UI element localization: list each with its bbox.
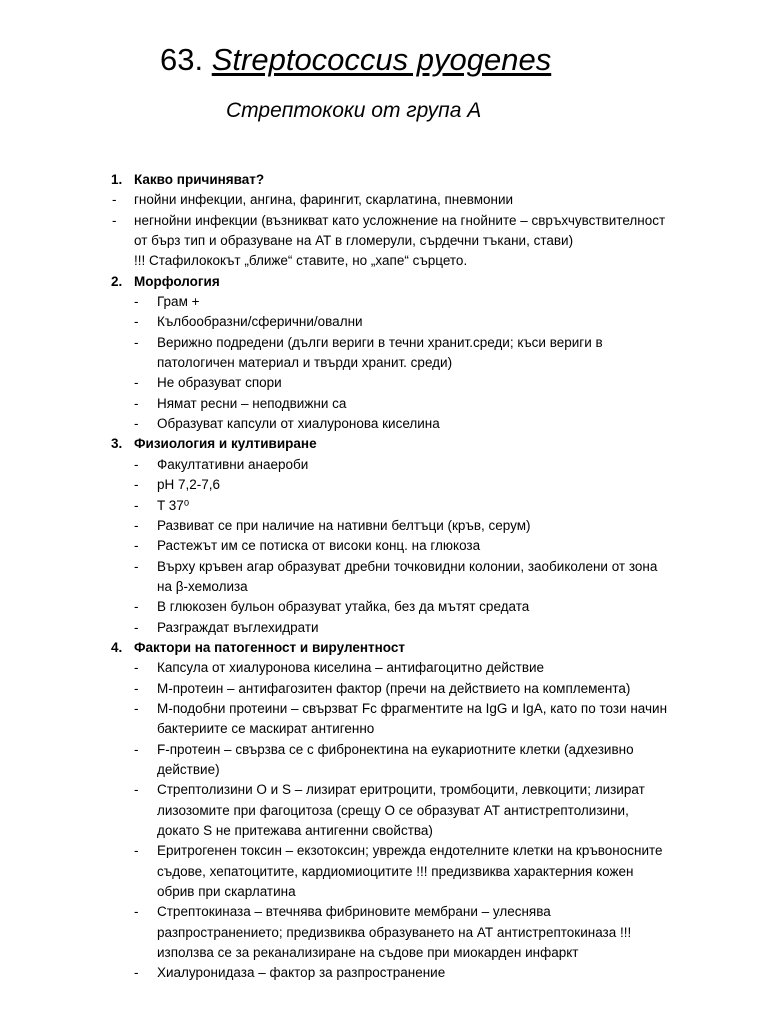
section-title: Морфология	[134, 273, 220, 289]
bullet-dash: -	[134, 294, 139, 310]
note-text: !!! Стафилококът „ближе“ ставите, но „хапе“ сърцето.	[134, 253, 468, 269]
bullet-text: Еритрогенен токсин – екзотоксин; уврежда ендотелните клетки на кръвоносните	[157, 843, 663, 859]
bullet-dash: -	[112, 212, 117, 228]
bullet-item	[0, 557, 768, 577]
bullet-text: действие)	[157, 761, 220, 777]
bullet-text: лизозомите при фагоцитоза (срещу O се образуват АТ антистрептолизини,	[157, 802, 629, 818]
bullet-dash: -	[134, 741, 139, 757]
bullet-text: В глюкозен бульон образуват утайка, без да мътят средата	[157, 599, 530, 615]
section-heading	[0, 434, 768, 454]
bullet-dash: -	[134, 416, 139, 432]
bullet-item	[0, 597, 768, 617]
bullet-dash: -	[134, 334, 139, 350]
bullet-text: pH 7,2-7,6	[157, 477, 221, 493]
bullet-text: бактериите се маскират антигенно	[157, 721, 375, 737]
bullet-continuation	[0, 760, 768, 780]
bullet-dash: -	[134, 904, 139, 920]
bullet-item	[0, 740, 768, 760]
bullet-dash: -	[134, 599, 139, 615]
bullet-continuation	[0, 923, 768, 943]
bullet-text: Верижно подредени (дълги вериги в течни хранит.среди; къси вериги в	[157, 334, 603, 350]
section-heading	[0, 272, 768, 292]
bullet-item	[0, 394, 768, 414]
bullet-dash: -	[134, 517, 139, 533]
bullet-item	[0, 496, 768, 516]
bullet-text: Факултативни анаероби	[157, 456, 309, 472]
bullet-item	[0, 963, 768, 983]
bullet-item	[0, 516, 768, 536]
section-title: Физиология и култивиране	[134, 436, 317, 452]
bullet-dash: -	[134, 843, 139, 859]
bullet-text: използва се за реканализиране на съдове при миокарден инфаркт	[157, 945, 579, 961]
section-number: 4.	[111, 639, 123, 655]
bullet-text: Хиалуронидаза – фактор за разпространение	[157, 965, 446, 981]
bullet-dash: -	[134, 456, 139, 472]
bullet-dash: -	[134, 619, 139, 635]
bullet-item	[0, 536, 768, 556]
bullet-text: F-протеин – свързва се с фибронектина на еукариотните клетки (адхезивно	[157, 741, 634, 757]
bullet-text: гнойни инфекции, ангина, фарингит, скарлатина, пневмонии	[134, 192, 514, 208]
bullet-text: М-протеин – антифагозитен фактор (пречи на действието на комплемента)	[157, 680, 631, 696]
bullet-text: Не образуват спори	[157, 375, 282, 391]
bullet-item	[0, 780, 768, 800]
bullet-dash: -	[134, 314, 139, 330]
bullet-item	[0, 902, 768, 922]
bullet-text: Нямат ресни – неподвижни са	[157, 395, 347, 411]
bullet-item	[0, 373, 768, 393]
bullet-continuation	[0, 719, 768, 739]
bullet-text: разпространението; предизвиква образуването на АТ антистрептокиназа !!!	[157, 924, 632, 940]
bullet-dash: -	[134, 477, 139, 493]
bullet-dash: -	[134, 497, 139, 513]
bullet-continuation	[0, 577, 768, 597]
bullet-continuation	[0, 801, 768, 821]
page-subtitle: Стрептококи от група А	[226, 99, 482, 122]
bullet-continuation	[0, 353, 768, 373]
section-heading	[0, 638, 768, 658]
title-number: 63.	[160, 42, 204, 77]
bullet-continuation	[0, 882, 768, 902]
note-line	[0, 251, 768, 271]
bullet-item	[0, 292, 768, 312]
bullet-item	[0, 679, 768, 699]
bullet-item	[0, 475, 768, 495]
bullet-dash: -	[134, 660, 139, 676]
bullet-text: обрив при скарлатина	[157, 884, 296, 900]
bullet-text: патологичен материал и твърди хранит. среди)	[157, 355, 453, 371]
section-number: 2.	[111, 273, 123, 289]
bullet-item	[0, 211, 768, 231]
bullet-dash: -	[112, 192, 117, 208]
bullet-item	[0, 190, 768, 210]
document-body	[0, 170, 768, 984]
bullet-text: от бърз тип и образуване на АТ в гломерули, сърдечни тъкани, стави)	[134, 233, 574, 249]
page-title	[160, 42, 551, 78]
bullet-text: Развиват се при наличие на нативни белтъци (кръв, серум)	[157, 517, 531, 533]
bullet-text: съдове, хепатоцитите, кардиомиоцитите !!! предизвиква характерния кожен	[157, 863, 634, 879]
bullet-continuation	[0, 231, 768, 251]
bullet-dash: -	[134, 375, 139, 391]
bullet-dash: -	[134, 965, 139, 981]
title-species: Streptococcus pyogenes	[211, 42, 552, 77]
section-number: 3.	[111, 436, 123, 452]
bullet-continuation	[0, 821, 768, 841]
bullet-text: Кълбообразни/сферични/овални	[157, 314, 363, 330]
bullet-text: Образуват капсули от хиалуронова киселина	[157, 416, 440, 432]
bullet-text: негнойни инфекции (възникват като усложнение на гнойните – свръхчувствителност	[134, 212, 666, 228]
bullet-text: Стрептокиназа – втечнява фибриновите мембрани – улеснява	[157, 904, 551, 920]
bullet-text: Капсула от хиалуронова киселина – антифагоцитно действие	[157, 660, 545, 676]
bullet-item	[0, 414, 768, 434]
bullet-item	[0, 658, 768, 678]
bullet-text: Грам +	[157, 294, 200, 310]
bullet-continuation	[0, 943, 768, 963]
bullet-dash: -	[134, 558, 139, 574]
bullet-text: Растежът им се потиска от високи конц. на глюкоза	[157, 538, 481, 554]
bullet-dash: -	[134, 538, 139, 554]
bullet-text: Разграждат въглехидрати	[157, 619, 319, 635]
bullet-text: Стрептолизини O и S – лизират еритроцити, тромбоцити, левкоцити; лизират	[157, 782, 645, 798]
bullet-text: докато S не притежава антигенни свойства)	[157, 823, 433, 838]
section-title: Какво причиняват?	[134, 172, 265, 187]
bullet-item	[0, 699, 768, 719]
bullet-item	[0, 618, 768, 638]
section-title: Фактори на патогенност и вирулентност	[134, 639, 405, 655]
bullet-dash: -	[134, 395, 139, 411]
bullet-item	[0, 333, 768, 353]
section-heading	[0, 170, 768, 190]
bullet-text: на β-хемолиза	[157, 578, 248, 594]
bullet-dash: -	[134, 700, 139, 716]
bullet-item	[0, 312, 768, 332]
bullet-text: T 37⁰	[157, 497, 190, 513]
bullet-continuation	[0, 862, 768, 882]
bullet-text: М-подобни протеини – свързват Fc фрагментите на IgG и IgA, като по този начин	[157, 700, 668, 716]
bullet-dash: -	[134, 680, 139, 696]
bullet-dash: -	[134, 782, 139, 798]
bullet-text: Върху кръвен агар образуват дребни точковидни колонии, заобиколени от зона	[157, 558, 658, 574]
bullet-item	[0, 455, 768, 475]
bullet-item	[0, 841, 768, 861]
section-number: 1.	[111, 172, 123, 187]
